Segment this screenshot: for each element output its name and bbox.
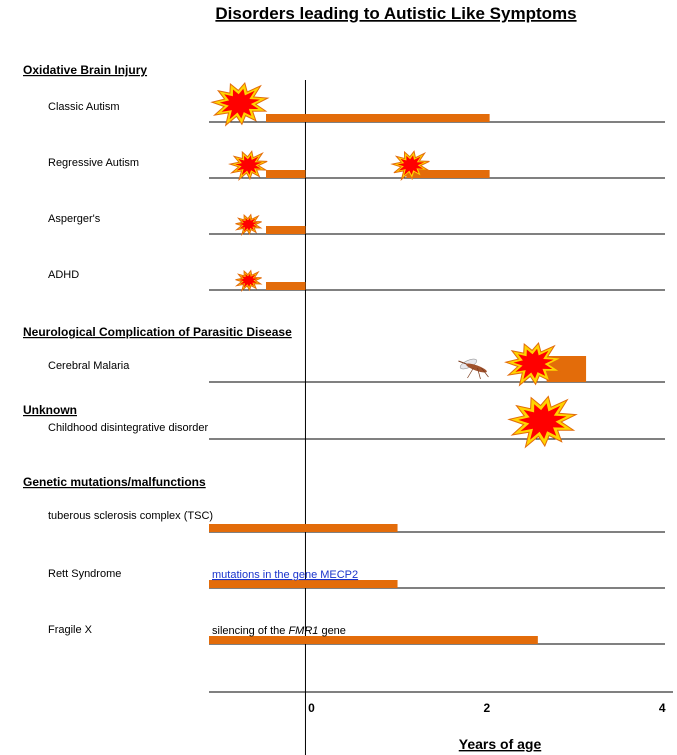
age-range-bar [266,170,305,178]
row-label: ADHD [48,269,80,281]
age-range-bar [209,524,398,532]
row-label: Childhood disintegrative disorder [48,422,209,434]
gene-annotation [212,625,346,637]
age-range-bar [209,636,538,644]
x-tick-label: 2 [483,701,491,715]
mosquito-leg [467,368,473,378]
explosion-burst-icon [230,151,267,179]
annotation-part: FMR1 [288,625,319,637]
x-axis-label: Years of age [458,736,542,752]
chart-title: Disorders leading to Autistic Like Symptoms [215,4,577,23]
explosion-burst-icon [236,271,262,291]
age-range-bar [266,114,490,122]
section-heading: Genetic mutations/malfunctions [23,475,206,489]
x-tick-label: 4 [658,701,666,715]
row-label: tuberous sclerosis complex (TSC) [48,510,214,522]
age-range-bar [209,580,398,588]
x-tick-label: 0 [308,701,315,715]
row-label: Regressive Autism [48,157,140,169]
row-label: Classic Autism [48,101,120,113]
annotation-part: gene [318,625,346,637]
gene-annotation-link[interactable]: mutations in the gene MECP2 [212,569,359,581]
mosquito-icon [458,357,488,379]
section-heading: Neurological Complication of Parasitic Disease [23,325,292,339]
section-heading: Oxidative Brain Injury [23,63,148,77]
row-label: Cerebral Malaria [48,360,130,372]
age-range-bar [266,226,305,234]
row-label: Asperger's [48,213,101,225]
row-label: Rett Syndrome [48,568,122,580]
age-range-bar [266,282,305,290]
explosion-burst-icon [236,215,262,235]
row-label: Fragile X [48,624,93,636]
section-heading: Unknown [23,403,77,417]
explosion-burst-icon [212,83,268,125]
annotation-part: silencing of the [212,625,289,637]
